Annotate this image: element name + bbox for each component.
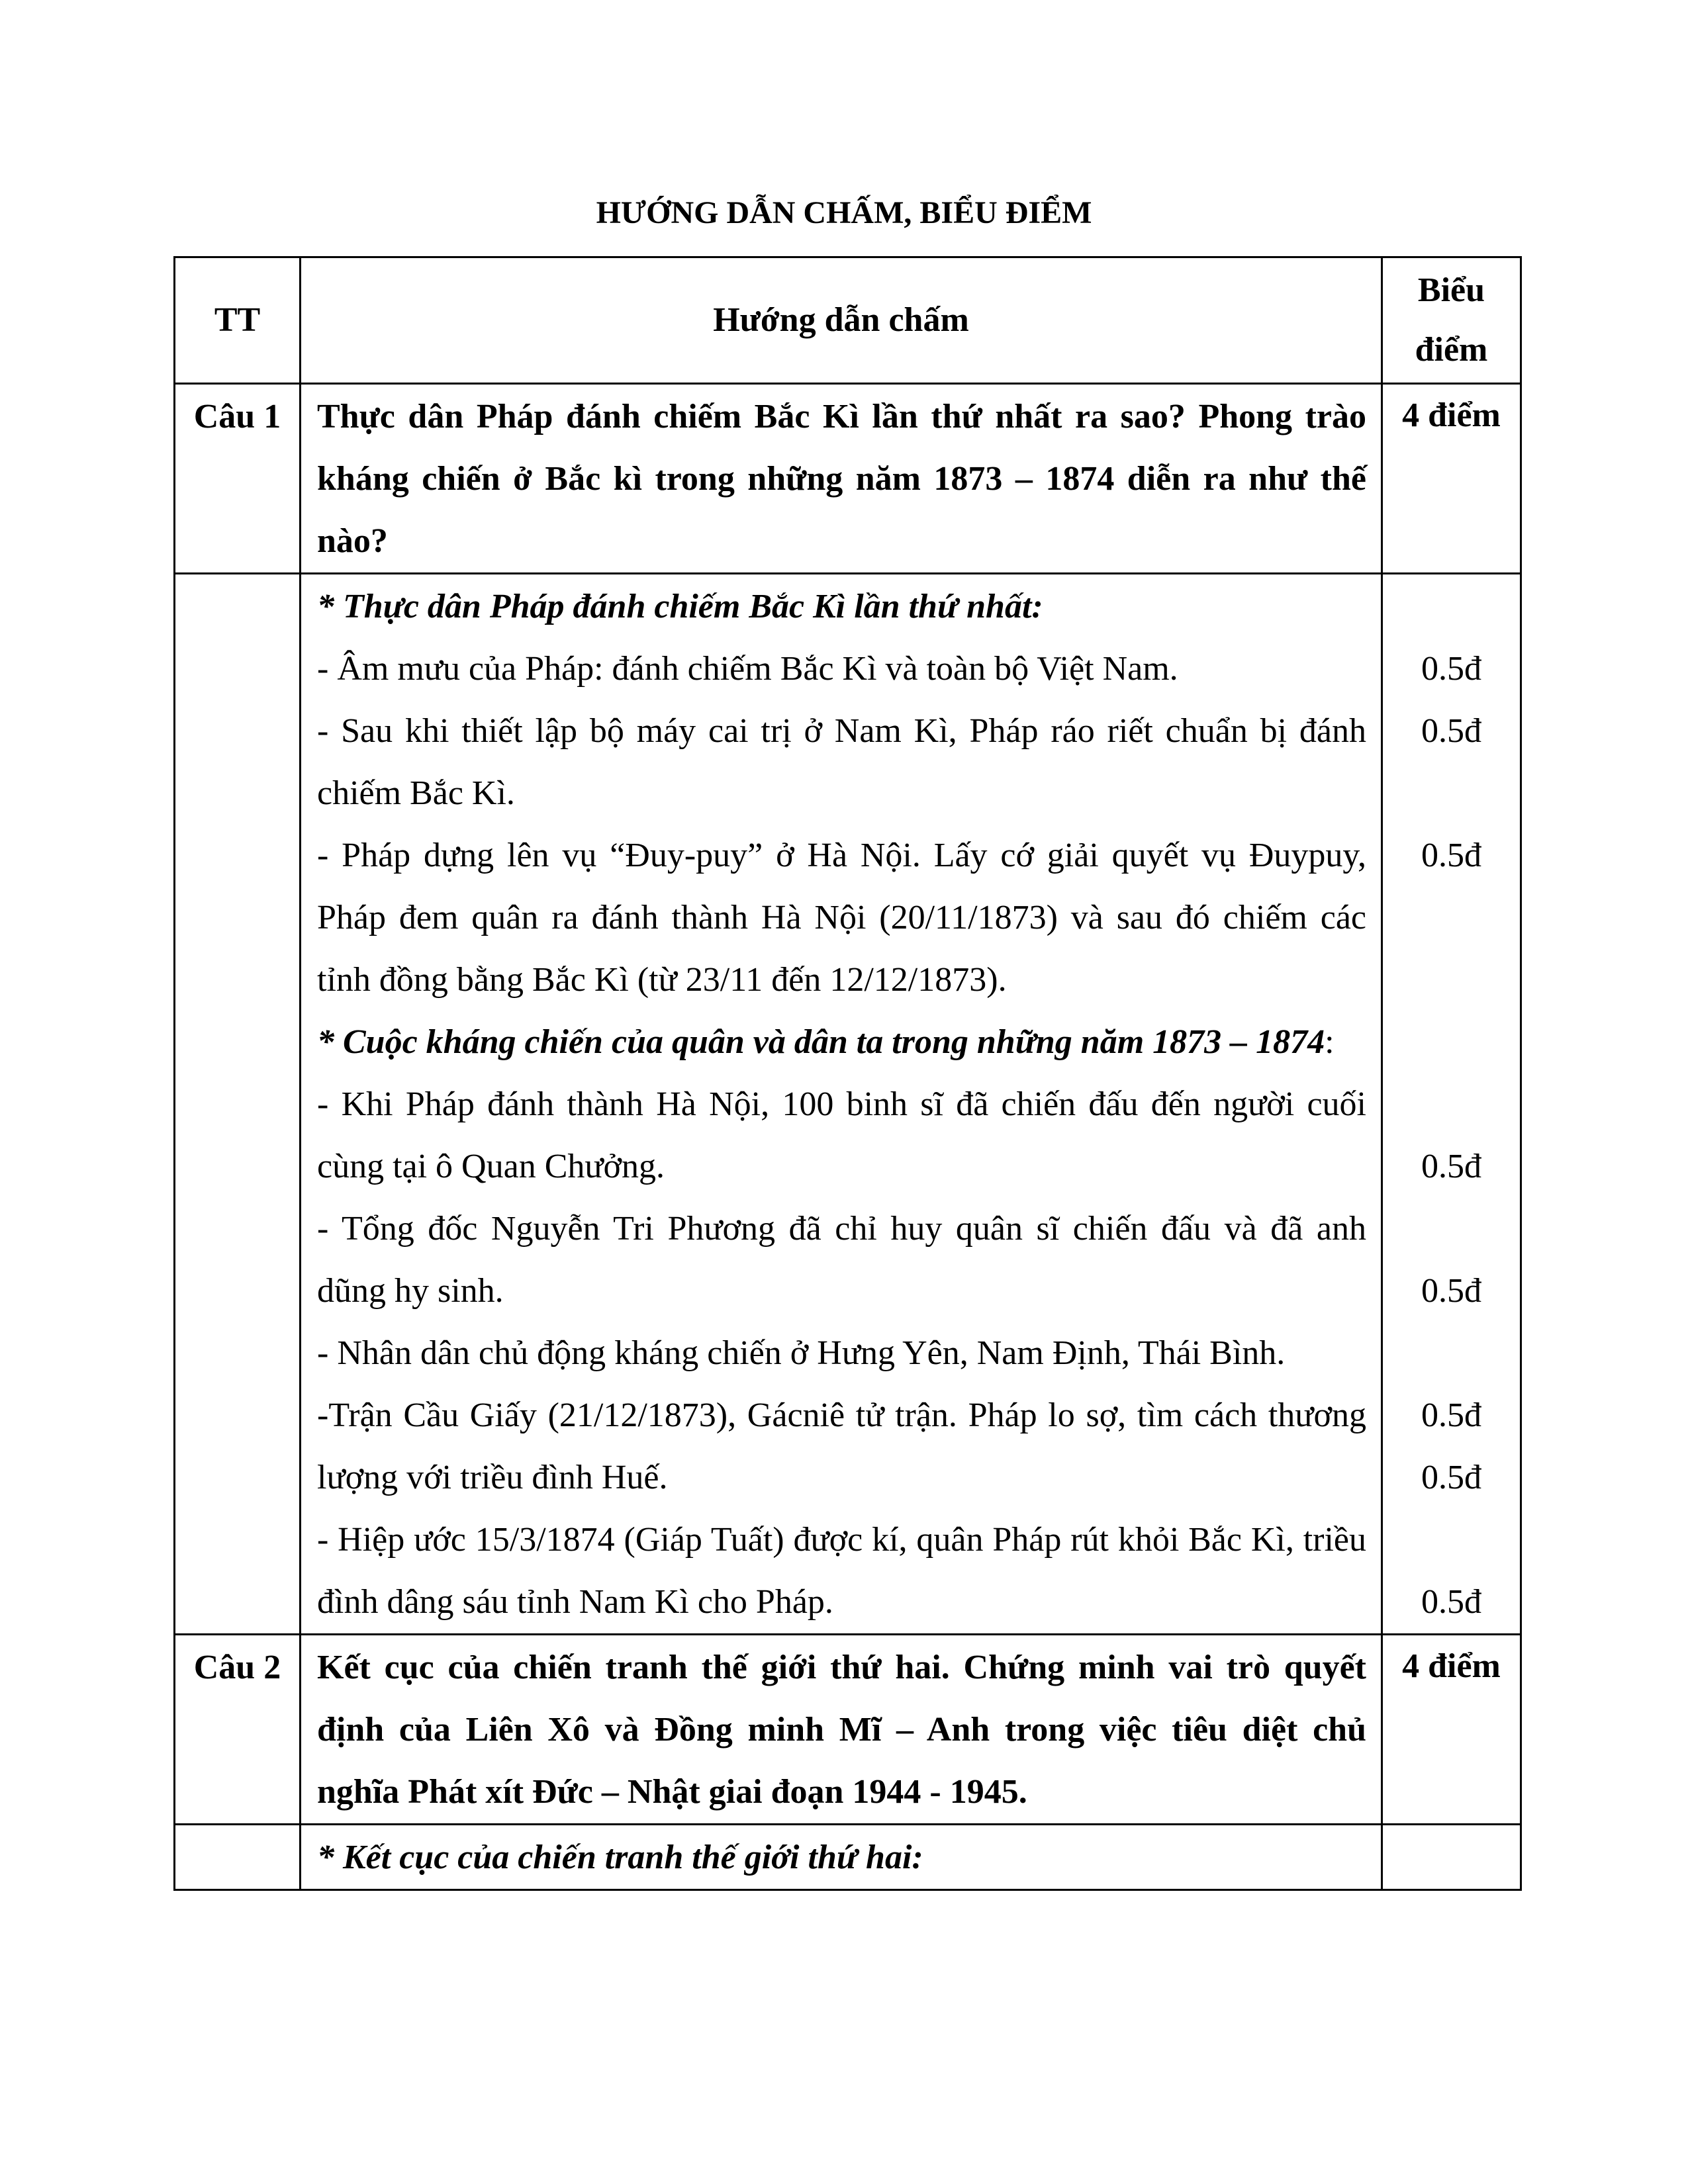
section-heading-colon: :: [1325, 1023, 1335, 1061]
item-score: 0.5đ: [1421, 1148, 1481, 1185]
question-score: 4 điểm: [1382, 1635, 1521, 1825]
item-score: 0.5đ: [1421, 650, 1481, 688]
answer-tt-empty: [175, 1825, 301, 1890]
question-label: Câu 2: [175, 1635, 301, 1825]
answer-item: - Hiệp ước 15/3/1874 (Giáp Tuất) được kí, quân Pháp rút khỏi Bắc Kì, triều đình dâng sáu tỉnh Nam Kì cho Pháp.: [317, 1521, 1366, 1621]
answer-cell: [301, 574, 1382, 1635]
answer-item: - Pháp dựng lên vụ “Đuy-puy” ở Hà Nội. Lấy cớ giải quyết vụ Đuypuy, Pháp đem quân ra đánh thành Hà Nội (20/11/1873) và sau đó chiếm các tỉnh đồng bằng Bắc Kì (từ 23/11 đến 12/12/1873).: [317, 837, 1366, 999]
item-score: 0.5đ: [1421, 1459, 1481, 1496]
answer-item: - Khi Pháp đánh thành Hà Nội, 100 binh sĩ đã chiến đấu đến người cuối cùng tại ô Quan Chưởng.: [317, 1085, 1366, 1185]
question-text: Kết cục của chiến tranh thế giới thứ hai. Chứng minh vai trò quyết định của Liên Xô và Đồng minh Mĩ – Anh trong việc tiêu diệt chủ nghĩa Phát xít Đức – Nhật giai đoạn 1944 - 1945.: [317, 1649, 1366, 1811]
section-heading: * Thực dân Pháp đánh chiếm Bắc Kì lần thứ nhất:: [317, 588, 1043, 625]
header-score: [1382, 257, 1521, 384]
answer-row-2: [175, 1825, 1521, 1890]
item-score: 0.5đ: [1421, 1396, 1481, 1434]
answer-score-empty: [1382, 1825, 1521, 1890]
question-text: Thực dân Pháp đánh chiếm Bắc Kì lần thứ nhất ra sao? Phong trào kháng chiến ở Bắc kì trong những năm 1873 – 1874 diễn ra như thế nào?: [317, 398, 1366, 560]
question-score: 4 điểm: [1382, 384, 1521, 574]
item-score: 0.5đ: [1421, 1583, 1481, 1621]
answer-cell: [301, 1825, 1382, 1890]
header-score-line1: Biểu: [1417, 271, 1485, 309]
header-guide: Hướng dẫn chấm: [301, 257, 1382, 384]
header-tt: TT: [175, 257, 301, 384]
table-header-row: [175, 257, 1521, 384]
answer-item: - Âm mưu của Pháp: đánh chiếm Bắc Kì và toàn bộ Việt Nam.: [317, 650, 1178, 688]
document-title: HƯỚNG DẪN CHẤM, BIỂU ĐIỂM: [596, 195, 1092, 230]
section-heading: * Kết cục của chiến tranh thế giới thứ hai:: [317, 1839, 923, 1876]
answer-row-1: [175, 574, 1521, 1635]
answer-item: - Sau khi thiết lập bộ máy cai trị ở Nam Kì, Pháp ráo riết chuẩn bị đánh chiếm Bắc Kì.: [317, 712, 1366, 812]
header-score-line2: điểm: [1415, 331, 1488, 369]
answer-item: - Tổng đốc Nguyễn Tri Phương đã chỉ huy quân sĩ chiến đấu và đã anh dũng hy sinh.: [317, 1210, 1366, 1310]
grading-table: [173, 256, 1522, 1891]
answer-item: - Nhân dân chủ động kháng chiến ở Hưng Yên, Nam Định, Thái Bình.: [317, 1334, 1286, 1372]
question-row-1: [175, 384, 1521, 574]
question-cell: [301, 1635, 1382, 1825]
item-score: 0.5đ: [1421, 712, 1481, 750]
answer-tt-empty: [175, 574, 301, 1635]
section-heading-main: * Cuộc kháng chiến của quân và dân ta trong những năm 1873 – 1874: [317, 1023, 1325, 1061]
answer-scores: [1382, 574, 1521, 1635]
item-score: 0.5đ: [1421, 837, 1481, 874]
question-row-2: [175, 1635, 1521, 1825]
section-heading: [317, 1011, 1366, 1073]
question-cell: [301, 384, 1382, 574]
question-label: Câu 1: [175, 384, 301, 574]
answer-item: -Trận Cầu Giấy (21/12/1873), Gácniê tử trận. Pháp lo sợ, tìm cách thương lượng với triều đình Huế.: [317, 1396, 1366, 1496]
item-score: 0.5đ: [1421, 1272, 1481, 1310]
